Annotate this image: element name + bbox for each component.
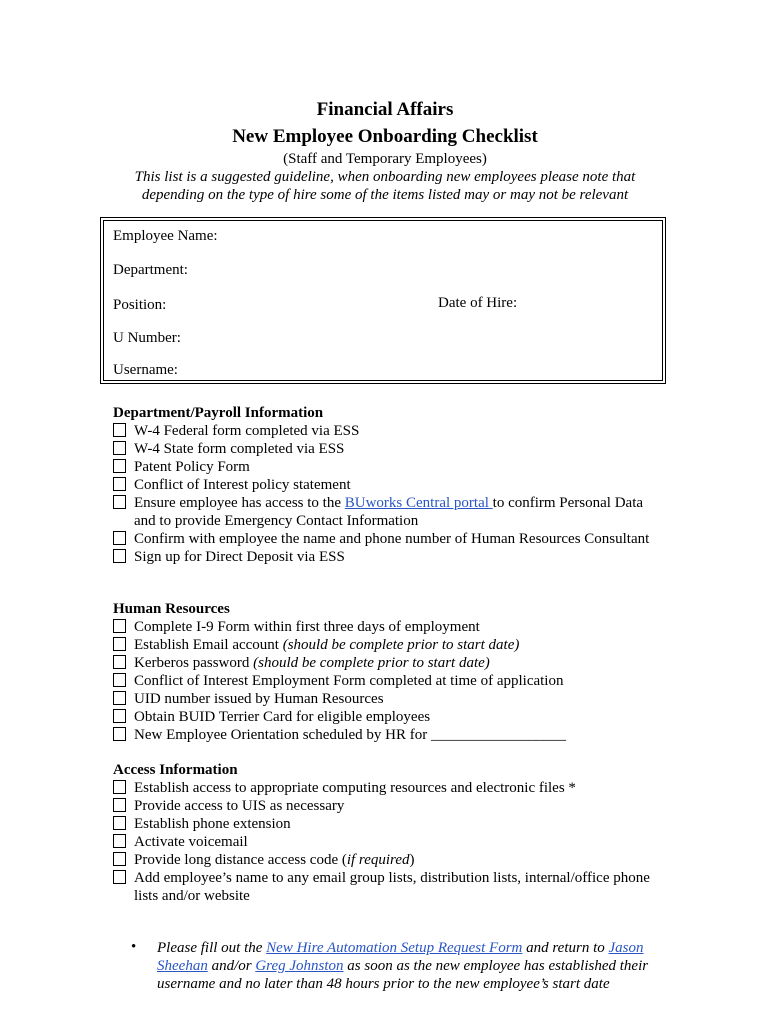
checkbox[interactable]	[113, 423, 126, 437]
checklist-item	[113, 869, 650, 905]
date-of-hire-field[interactable]: Date of Hire:	[438, 295, 518, 311]
item-label: and to provide Emergency Contact Information	[134, 513, 419, 529]
guideline-note-line2: depending on the type of hire some of the items listed may or may not be relevant	[141, 187, 629, 203]
username-field[interactable]: Username:	[113, 362, 178, 378]
item-label: )	[409, 852, 415, 868]
new-hire-form-link[interactable]: New Hire Automation Setup Request Form	[266, 940, 523, 956]
checklist-item	[113, 548, 649, 566]
document-title: Financial Affairs	[316, 99, 454, 120]
checklist-item	[113, 458, 649, 476]
guideline-note-line1: This list is a suggested guideline, when onboarding new employees please note that	[134, 169, 636, 185]
item-label: Conflict of Interest Employment Form completed at time of application	[134, 673, 564, 689]
item-label: Activate voicemail	[134, 834, 248, 850]
item-label: Obtain BUID Terrier Card for eligible employees	[134, 709, 431, 725]
bullet-marker: •	[131, 939, 137, 955]
greg-johnston-link[interactable]: Greg Johnston	[255, 958, 344, 974]
checkbox[interactable]	[113, 637, 126, 651]
checkbox[interactable]	[113, 619, 126, 633]
checklist-item	[113, 654, 566, 672]
checkbox[interactable]	[113, 727, 126, 741]
buworks-portal-link[interactable]: BUworks Central portal	[344, 495, 493, 511]
item-label: Complete I-9 Form within first three days of employment	[134, 619, 480, 635]
checklist-item	[113, 726, 566, 744]
checklist-item	[113, 797, 650, 815]
checkbox[interactable]	[113, 709, 126, 723]
checklist-item	[113, 618, 566, 636]
item-label: Sign up for Direct Deposit via ESS	[134, 549, 345, 565]
checklist-item	[113, 851, 650, 869]
checklist-item	[113, 440, 649, 458]
position-field[interactable]: Position:	[113, 297, 167, 313]
note-text: username and no later than 48 hours prior to the new employee’s start date	[157, 976, 610, 992]
item-label: Establish phone extension	[134, 816, 291, 832]
checkbox[interactable]	[113, 798, 126, 812]
checkbox[interactable]	[113, 655, 126, 669]
checklist-item	[113, 422, 649, 440]
item-label: New Employee Orientation scheduled by HR for __________________	[134, 727, 567, 743]
item-note: if required	[346, 852, 410, 868]
item-label: Provide access to UIS as necessary	[134, 798, 345, 814]
item-label: lists and/or website	[134, 888, 250, 904]
jason-sheehan-link[interactable]: Sheehan	[157, 958, 208, 974]
checkbox[interactable]	[113, 834, 126, 848]
item-label: Conflict of Interest policy statement	[134, 477, 351, 493]
employee-name-field[interactable]: Employee Name:	[113, 228, 218, 244]
checkbox[interactable]	[113, 531, 126, 545]
checkbox[interactable]	[113, 459, 126, 473]
item-label: Kerberos password	[134, 655, 254, 671]
u-number-field[interactable]: U Number:	[113, 330, 181, 346]
dept-payroll-section	[113, 404, 649, 566]
note-text: and return to	[522, 940, 609, 956]
checkbox[interactable]	[113, 673, 126, 687]
document-subtitle: New Employee Onboarding Checklist	[232, 126, 538, 147]
item-label: Add employee’s name to any email group lists, distribution lists, internal/office phone	[134, 870, 650, 886]
checkbox[interactable]	[113, 477, 126, 491]
automation-request-note	[157, 939, 667, 993]
note-text: Please fill out the	[157, 940, 267, 956]
section-title: Department/Payroll Information	[113, 405, 324, 421]
note-text: and/or	[207, 958, 256, 974]
item-label: W-4 Federal form completed via ESS	[134, 423, 360, 439]
jason-sheehan-link[interactable]: Jason	[608, 940, 644, 956]
item-label: UID number issued by Human Resources	[134, 691, 384, 707]
checklist-item	[113, 476, 649, 494]
checkbox[interactable]	[113, 780, 126, 794]
department-field[interactable]: Department:	[113, 262, 188, 278]
checklist-item	[113, 636, 566, 654]
section-title: Human Resources	[113, 601, 230, 617]
checkbox[interactable]	[113, 816, 126, 830]
checklist-item	[113, 494, 649, 530]
checklist-item	[113, 530, 649, 548]
note-text: as soon as the new employee has established their	[343, 958, 649, 974]
checklist-item	[113, 672, 566, 690]
access-section	[113, 761, 650, 905]
item-label: W-4 State form completed via ESS	[134, 441, 345, 457]
item-label: Establish access to appropriate computing resources and electronic files *	[134, 780, 576, 796]
item-label: Ensure employee has access to the	[134, 495, 345, 511]
item-label: Establish Email account	[134, 637, 283, 653]
checklist-item	[113, 708, 566, 726]
item-label: to confirm Personal Data	[492, 495, 644, 511]
checklist-item	[113, 779, 650, 797]
checkbox[interactable]	[113, 549, 126, 563]
checkbox[interactable]	[113, 870, 126, 884]
item-note: (should be complete prior to start date)	[282, 637, 520, 653]
checklist-item	[113, 690, 566, 708]
checklist-item	[113, 815, 650, 833]
checkbox[interactable]	[113, 691, 126, 705]
item-label: Patent Policy Form	[134, 459, 250, 475]
item-label: Confirm with employee the name and phone number of Human Resources Consultant	[134, 531, 650, 547]
checkbox[interactable]	[113, 852, 126, 866]
human-resources-section	[113, 600, 566, 744]
item-label: Provide long distance access code (	[134, 852, 347, 868]
item-note: (should be complete prior to start date)	[253, 655, 490, 671]
section-title: Access Information	[113, 762, 238, 778]
checklist-item	[113, 833, 650, 851]
employee-info-box	[103, 220, 663, 381]
checkbox[interactable]	[113, 495, 126, 509]
employee-type-note: (Staff and Temporary Employees)	[283, 151, 487, 167]
checkbox[interactable]	[113, 441, 126, 455]
